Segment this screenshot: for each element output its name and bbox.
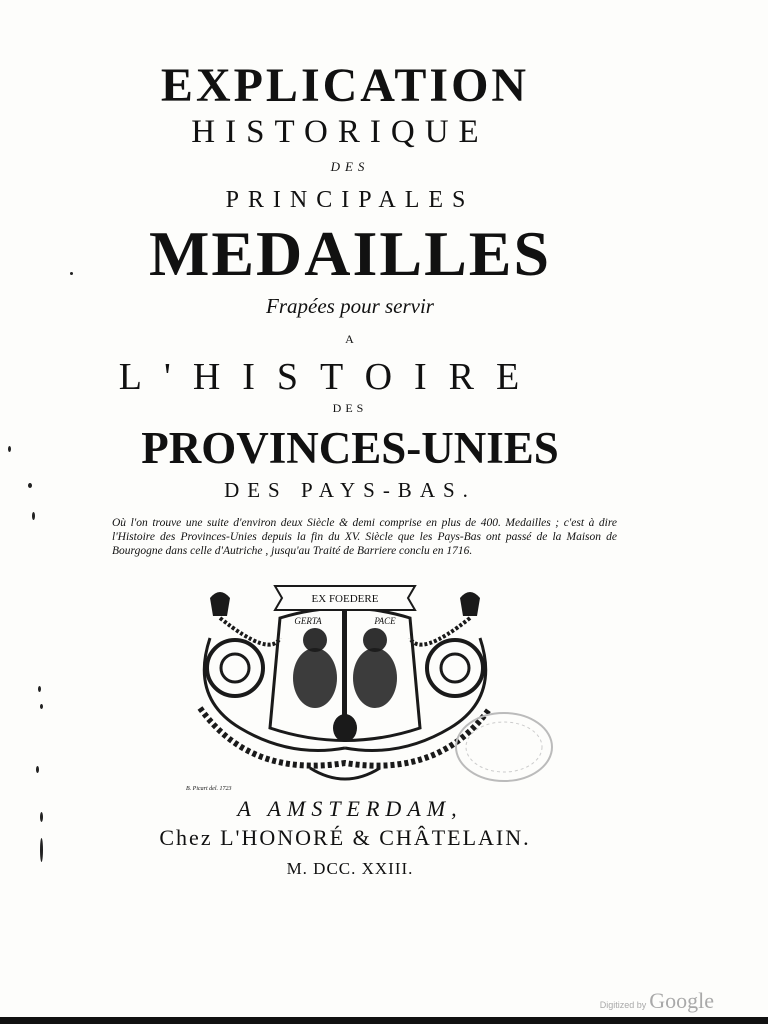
- library-stamp-icon: [452, 708, 556, 786]
- title-pays-bas: DES PAYS-BAS.: [224, 478, 476, 502]
- imprint-date: M. DCC. XXIII.: [286, 859, 414, 878]
- vignette-ribbon-text: EX FOEDERE: [311, 593, 379, 605]
- title-provinces-unies: PROVINCES-UNIES: [141, 423, 559, 473]
- title-frapees: Frapées pour servir: [266, 294, 434, 318]
- google-watermark: [600, 988, 714, 1014]
- title-des-1: DES: [330, 159, 370, 174]
- title-a: A: [345, 332, 355, 346]
- title-des-2: DES: [332, 401, 368, 415]
- watermark-brand: Google: [649, 988, 714, 1013]
- title-principales: PRINCIPALES: [225, 187, 475, 213]
- title-lhistoire: L'HISTOIRE: [118, 356, 542, 398]
- bottom-edge-rule: [0, 1017, 768, 1024]
- vignette-banner-right: PACE: [374, 616, 396, 626]
- engraver-credit: B. Picart del. 1723: [186, 786, 232, 792]
- watermark-prefix: Digitized by: [599, 1000, 647, 1010]
- title-medailles: MEDAILLES: [148, 218, 552, 289]
- title-description: Où l'on trouve une suite d'environ deux Siècle & demi comprise en plus de 400. Medailles ; c'est à dire l'Histoire des Provinces-Unies depuis la fin du XV. Siècle que les Pays-Bas ont passé de la Maison de Bourgogne dans celle d'Autriche , jusqu'au Traité de Barriere conclu en 1716.: [112, 517, 617, 557]
- title-explication: EXPLICATION: [160, 59, 530, 112]
- imprint-publisher: Chez L'HONORÉ & CHÂTELAIN.: [159, 825, 531, 850]
- vignette-banner-left: GERTA: [294, 616, 322, 626]
- imprint-city: A AMSTERDAM,: [237, 796, 463, 821]
- title-historique: HISTORIQUE: [191, 114, 489, 150]
